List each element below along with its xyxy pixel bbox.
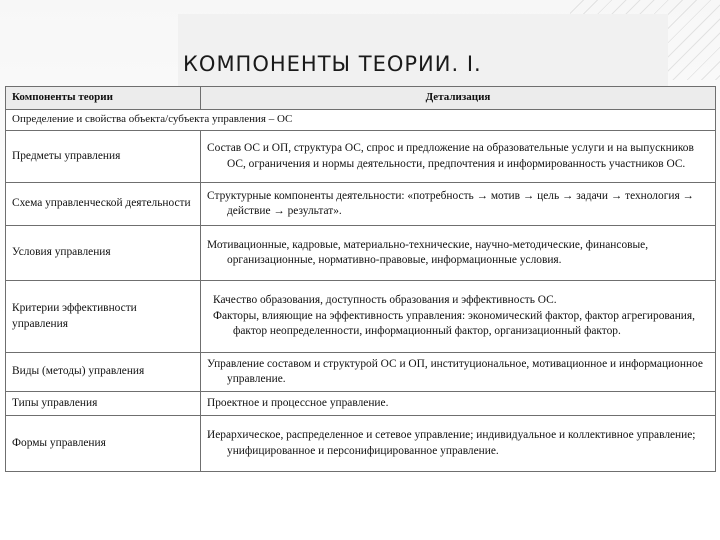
row-detail: Иерархическое, распределенное и сетевое управление; индивидуальное и коллективное управление; унифицированное и персонифицированное управление. xyxy=(201,416,716,472)
header-components: Компоненты теории xyxy=(6,87,201,110)
slide-title: КОМПОНЕНТЫ ТЕОРИИ. I. xyxy=(183,52,482,76)
row-component: Типы управления xyxy=(6,392,201,416)
row-component: Критерии эффективности управления xyxy=(6,281,201,353)
table-row xyxy=(6,353,716,392)
table-header-row xyxy=(6,87,716,110)
components-table xyxy=(5,86,716,472)
row-component: Формы управления xyxy=(6,416,201,472)
row-detail: Мотивационные, кадровые, материально-технические, научно-методические, финансовые, организационные, нормативно-правовые, информационные условия. xyxy=(201,226,716,281)
table-row xyxy=(6,226,716,281)
row-detail: Качество образования, доступность образования и эффективность ОС. xyxy=(213,294,557,307)
spanning-row-text: Определение и свойства объекта/субъекта управления – ОС xyxy=(6,110,716,131)
row-component: Условия управления xyxy=(6,226,201,281)
row-detail-factors: Факторы, влияющие на эффективность управления: экономический фактор, фактор агрегирования, фактор неопределенности, информационный фактор, организационный фактор. xyxy=(213,309,695,338)
row-detail-group xyxy=(201,281,716,353)
table-row xyxy=(6,131,716,183)
row-component: Виды (методы) управления xyxy=(6,353,201,392)
row-component: Схема управленческой деятельности xyxy=(6,183,201,226)
table-row xyxy=(6,183,716,226)
table-spanning-row xyxy=(6,110,716,131)
row-component: Предметы управления xyxy=(6,131,201,183)
table-row xyxy=(6,416,716,472)
table-row xyxy=(6,392,716,416)
row-detail: Состав ОС и ОП, структура ОС, спрос и предложение на образовательные услуги и на выпускников ОС, ограничения и нормы деятельности, предпочтения и информированность участников ОС. xyxy=(201,131,716,183)
row-detail: Управление составом и структурой ОС и ОП, институциональное, мотивационное и информационное управление. xyxy=(201,353,716,392)
row-detail: Структурные компоненты деятельности: «потребность → мотив → цель → задачи → технология → действие → результат». xyxy=(201,183,716,226)
row-detail: Проектное и процессное управление. xyxy=(201,392,716,416)
table-row xyxy=(6,281,716,353)
header-detail: Детализация xyxy=(201,87,716,110)
